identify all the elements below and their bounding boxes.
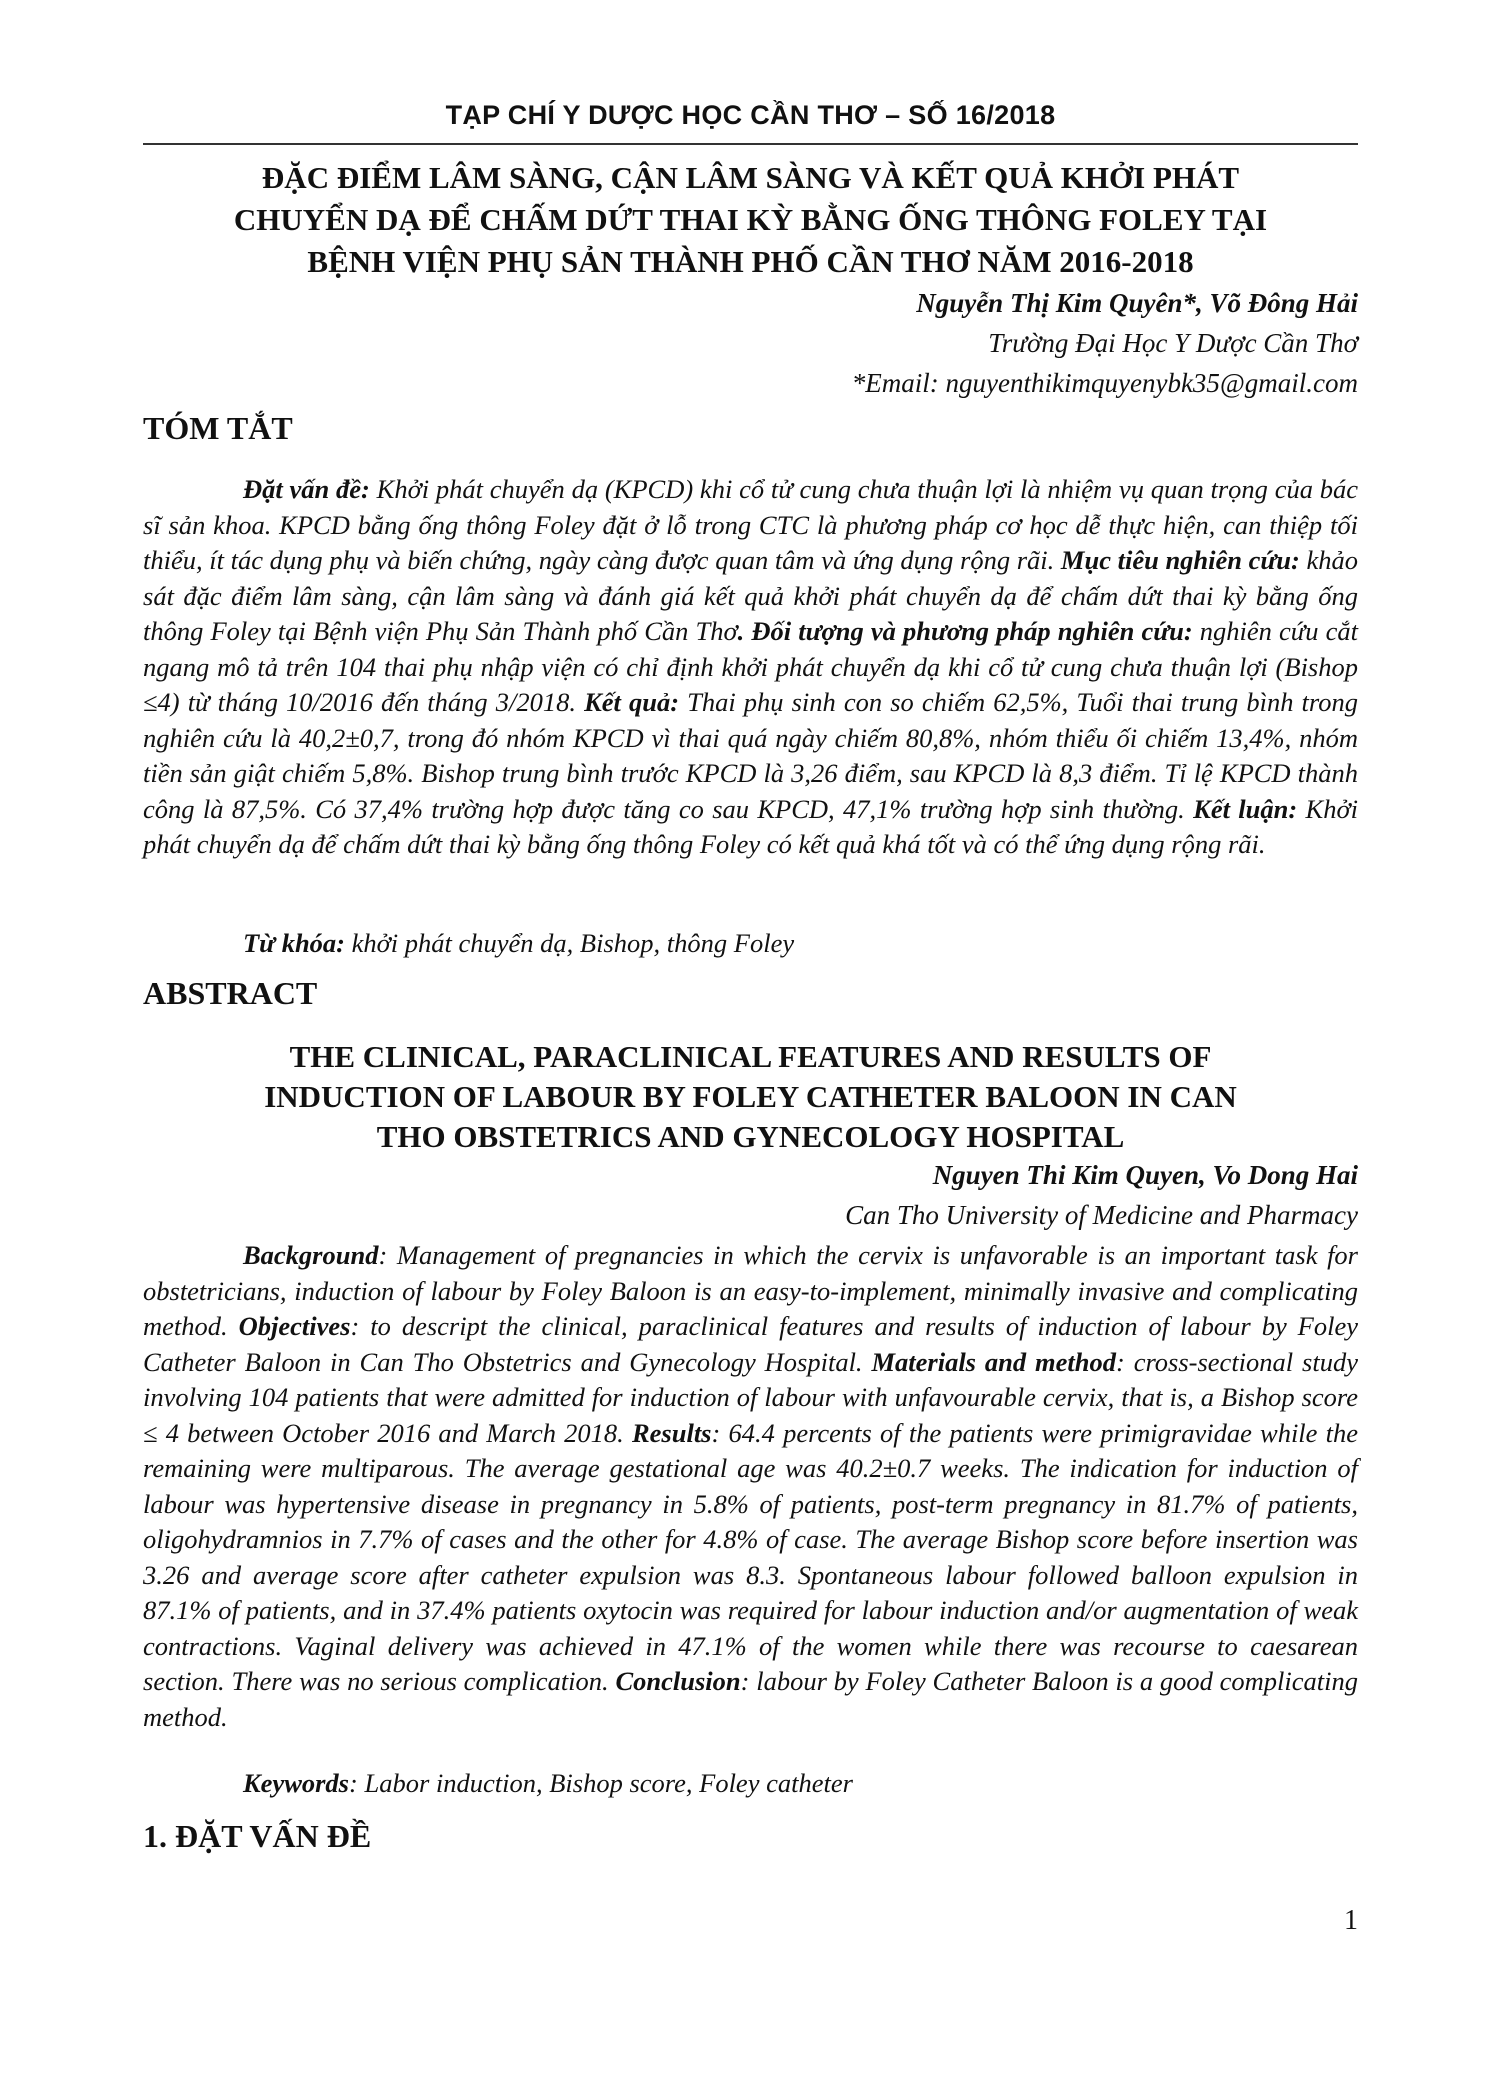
paper-page [143,0,1358,2087]
tomtat-label-3: . Đối tượng và phương pháp nghiên cứu: [737,616,1193,646]
english-author-names: Nguyen Thi Kim Quyen, Vo Dong Hai [932,1160,1358,1190]
tomtat-text-2: khảo sát đặc điểm lâm sàng, cận lâm sàng và đánh giá kết quả khởi phát chuyển dạ để chấm dứt thai kỳ bằng ống thông Foley tại Bệnh viện Phụ Sản Thành phố Cần Thơ [143,545,1358,646]
abstract-label-3: Materials and method [871,1346,1116,1377]
abstract-label-5: Conclusion [615,1666,741,1696]
tomtat-label-5: Kết luận: [1193,793,1298,824]
journal-header: TẠP CHÍ Y DƯỢC HỌC CẦN THƠ – SỐ 16/2018 [445,100,1056,130]
page-number: 1 [1344,1905,1358,1936]
tomtat-label-2: Mục tiêu nghiên cứu: [1060,545,1300,575]
title-line-2: CHUYỂN DẠ ĐỂ CHẤM DỨT THAI KỲ BẰNG ỐNG THÔNG FOLEY TẠI [233,202,1268,237]
tomtat-label-4: Kết quả: [584,687,680,717]
author-email: *Email: nguyenthikimquyenybk35@gmail.com [851,368,1358,398]
english-title-line-3: THO OBSTETRICS AND GYNECOLOGY HOSPITAL [376,1119,1125,1154]
abstract-text-1: : Management of pregnancies in which the cervix is unfavorable is an important task for obstetricians, induction of labour by Foley Baloon is an easy-to-implement, minimally invasive and complicating method. [143,1240,1358,1341]
title-line-1: ĐẶC ĐIỂM LÂM SÀNG, CẬN LÂM SÀNG VÀ KẾT QUẢ KHỞI PHÁT [261,160,1240,195]
tomtat-paragraph [143,472,1358,863]
abstract-label-1: Background [243,1240,379,1270]
paper-title [143,157,1358,283]
tomtat-text-1: Khởi phát chuyển dạ (KPCD) khi cổ tử cung chưa thuận lợi là nhiệm vụ quan trọng của bác sĩ sản khoa. KPCD bằng ống thông Foley đặt ở lỗ trong CTC là phương pháp cơ học dễ thực hiện, can thiệp tối thiểu, ít tác dụng phụ và biến chứng, ngày càng được quan tâm và ứng dụng rộng rãi. [143,474,1358,575]
header-rule [143,143,1358,145]
abstract-text-2: : to descript the clinical, paraclinical features and results of induction of labour by Foley Catheter Baloon in Can Tho Obstetrics and Gynecology Hospital. [143,1311,1358,1377]
english-author-block [143,1155,1358,1235]
english-title [143,1037,1358,1157]
abstract-text-5: : labour by Foley Catheter Baloon is a good complicating method. [143,1666,1358,1732]
tomtat-keywords [243,928,794,959]
tomtat-text-3: nghiên cứu cắt ngang mô tả trên 104 thai phụ nhập viện có chỉ định khởi phát chuyển dạ khi cổ tử cung chưa thuận lợi (Bishop ≤4) từ tháng 10/2016 đến tháng 3/2018. [143,616,1359,717]
abstract-keywords [243,1768,853,1799]
tomtat-heading: TÓM TẮT [143,410,293,446]
author-names: Nguyễn Thị Kim Quyên*, Võ Đông Hải [916,288,1358,318]
tomtat-keywords-text: khởi phát chuyển dạ, Bishop, thông Foley [345,928,795,958]
abstract-heading: ABSTRACT [143,975,318,1011]
tomtat-keywords-label: Từ khóa: [243,928,346,958]
title-line-3: BỆNH VIỆN PHỤ SẢN THÀNH PHỐ CẦN THƠ NĂM 2016-2018 [307,244,1194,279]
tomtat-label-1: Đặt vấn đề: [243,474,370,504]
english-title-line-2: INDUCTION OF LABOUR BY FOLEY CATHETER BALOON IN CAN [264,1079,1237,1114]
section-1-heading: 1. ĐẶT VẤN ĐỀ [143,1818,372,1854]
abstract-paragraph [143,1238,1358,1735]
abstract-keywords-label: Keywords [243,1768,349,1798]
tomtat-text-5: Khởi phát chuyển dạ để chấm dứt thai kỳ bằng ống thông Foley có kết quả khá tốt và có thể ứng dụng rộng rãi. [143,793,1358,859]
abstract-text-3: : cross-sectional study involving 104 patients that were admitted for induction of labour with unfavourable cervix, that is, a Bishop score ≤ 4 between October 2016 and March 2018. [143,1346,1358,1448]
abstract-label-2: Objectives [238,1311,351,1341]
english-affiliation: Can Tho University of Medicine and Pharmacy [845,1200,1358,1230]
abstract-text-4: : 64.4 percents of the patients were primigravidae while the remaining were multiparous. The average gestational age was 40.2±0.7 weeks. The indication for induction of labour was hypertensive disease in pregnancy in 5.8% of patients, post-term pregnancy in 81.7% of patients, oligohydramnios in 7.7% of cases and the other for 4.8% of case. The average Bishop score before insertion was 3.26 and average score after catheter expulsion was 8.3. Spontaneous labour followed balloon expulsion in 87.1% of patients, and in 37.4% patients oxytocin was required for labour induction and/or augmentation of weak contractions. Vaginal delivery was achieved in 47.1% of the women while there was recourse to caesarean section. There was no serious complication. [143,1417,1358,1696]
english-title-line-1: THE CLINICAL, PARACLINICAL FEATURES AND RESULTS OF [289,1039,1212,1074]
abstract-label-4: Results [631,1417,712,1448]
tomtat-text-4: Thai phụ sinh con so chiếm 62,5%, Tuổi thai trung bình trong nghiên cứu là 40,2±0,7, trong đó nhóm KPCD vì thai quá ngày chiếm 80,8%, nhóm thiểu ối chiếm 13,4%, nhóm tiền sản giật chiếm 5,8%. Bishop trung bình trước KPCD là 3,26 điểm, sau KPCD là 8,3 điểm. Tỉ lệ KPCD thành công là 87,5%. Có 37,4% trường hợp được tăng co sau KPCD, 47,1% trường hợp sinh thường. [143,687,1359,824]
author-affiliation: Trường Đại Học Y Dược Cần Thơ [988,328,1358,358]
abstract-keywords-text: : Labor induction, Bishop score, Foley catheter [349,1768,853,1798]
author-block [143,283,1358,403]
